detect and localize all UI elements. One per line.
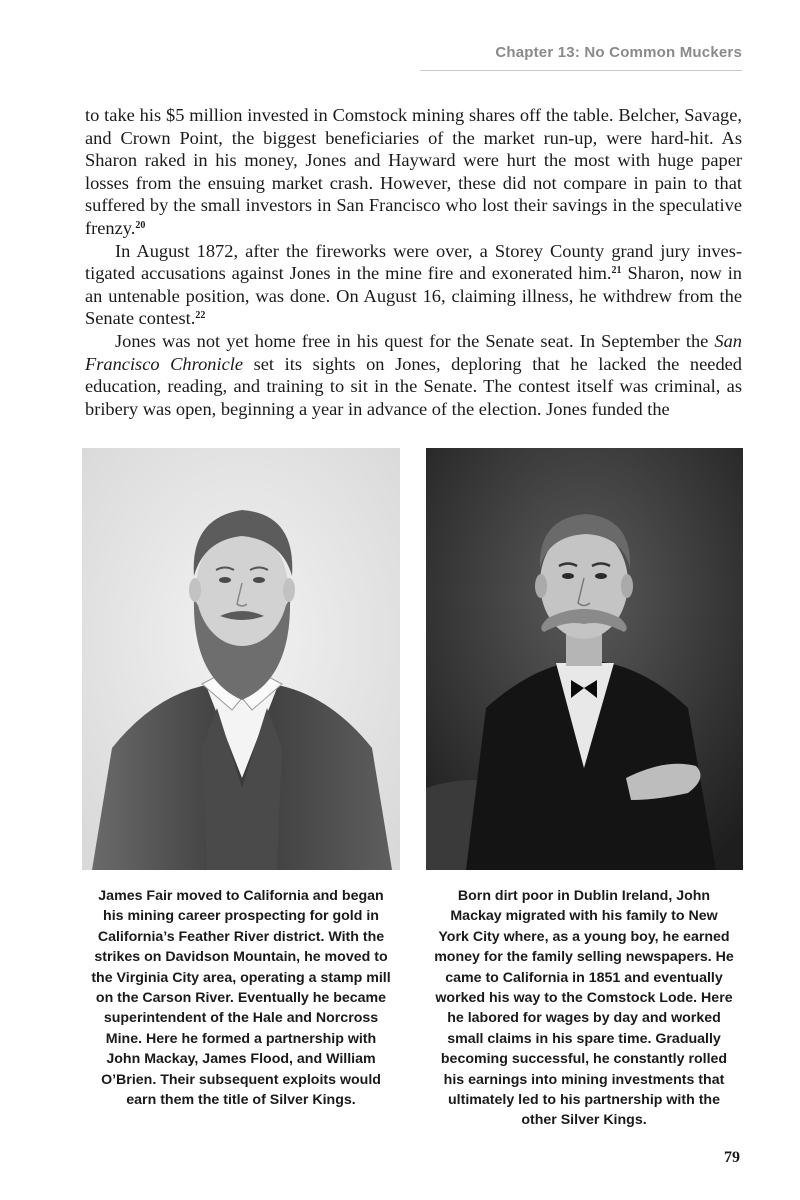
- paragraph-1-text: to take his $5 million invested in Comstock mining shares off the table. Belcher, Savage, and Crown Point, the biggest beneficiaries of the market run-up, were hard-hit. As Sharon raked in his money, Jones and Hayward were hurt the most with huge paper losses from the ensuing market crash. However, these did not compare in pain to that suffered by the small investors in San Francisco who lost their savings in the speculative frenzy.: [85, 105, 742, 238]
- paragraph-3: [85, 330, 742, 420]
- paragraph-2: [85, 240, 742, 330]
- paragraph-3-text-a: Jones was not yet home free in his quest for the Senate seat. In September the: [115, 330, 715, 351]
- newspaper-title: San Francisco Chronicle: [85, 330, 742, 374]
- footnote-ref-21[interactable]: 21: [611, 265, 622, 277]
- paragraph-2-text-b: Sharon, now in an untenable position, was done. On August 16, claiming illness, he withdrew from the Senate contest.: [85, 263, 743, 329]
- caption-james-fair: James Fair moved to California and began his mining career prospecting for gold in California’s Feather River district. With the strikes on Davidson Mountain, he moved to the Virginia City area, operating a stamp mill on the Carson River. Eventually he became superintendent of the Hale and Norcross Mine. Here he formed a partnership with John Mackay, James Flood, and William O’Brien. Their subsequent exploits would earn them the title of Silver Kings.: [91, 888, 391, 1109]
- caption-john-mackay: Born dirt poor in Dublin Ireland, John Mackay migrated with his family to New York City where, as a young boy, he earned money for the family selling newspapers. He came to California in 1851 and eventually worked his way to the Comstock Lode. Here he labored for wages by day and worked small claims in his spare time. Gradually becoming successful, he constantly rolled his earnings into mining investments that ultimately led to his partnership with the other Silver Kings.: [434, 888, 734, 1129]
- running-head: Chapter 13: No Common Muckers: [495, 44, 742, 61]
- paragraph-3-text-b: set its sights on Jones, deploring that he lacked the needed education, reading, and training to sit in the Senate. The contest itself was criminal, as bribery was open, beginning a year in advance of the election. Jones funded the: [85, 353, 742, 419]
- paragraph-1: [85, 104, 742, 240]
- footnote-ref-20[interactable]: 20: [135, 219, 146, 231]
- paragraph-2-text-a: In August 1872, after the fireworks were over, a Storey County grand jury investigated accusations against Jones in the mine fire and exonerated him.: [85, 240, 742, 284]
- page-number: 79: [724, 1149, 740, 1166]
- portrait-photo-john-mackay: [426, 448, 743, 870]
- footnote-ref-22[interactable]: 22: [195, 310, 206, 322]
- body-text: [85, 104, 742, 420]
- portrait-photograph-image: [426, 448, 743, 870]
- portrait-photo-james-fair: [82, 448, 400, 870]
- header-rule: [420, 70, 742, 71]
- portrait-engraving-image: [82, 448, 400, 870]
